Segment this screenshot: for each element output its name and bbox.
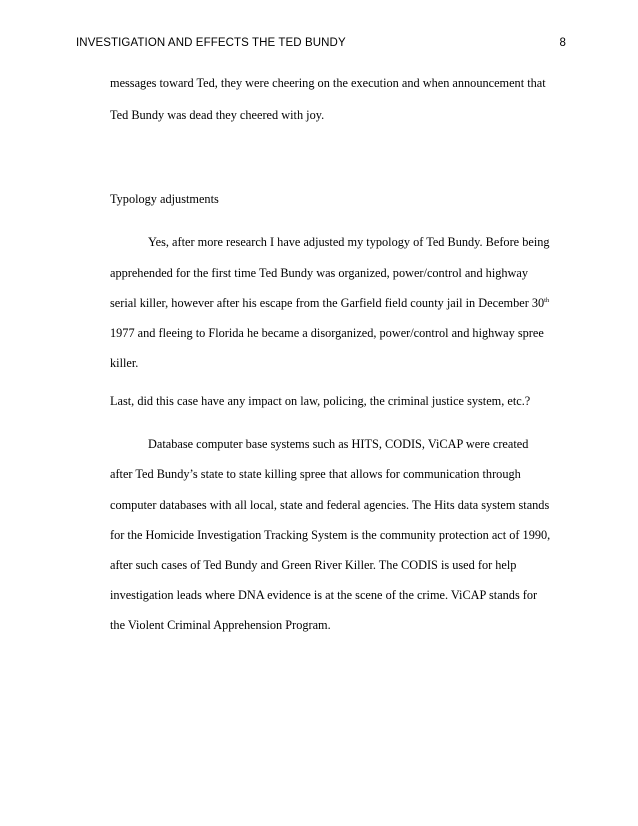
text-line: after such cases of Ted Bundy and Green River Killer. The CODIS is used for help xyxy=(110,558,517,572)
text-line: for the Homicide Investigation Tracking System is the community protection act of 1990, xyxy=(110,528,551,542)
text-line: computer databases with all local, state and federal agencies. The Hits data system stands xyxy=(110,498,550,512)
text-line: the Violent Criminal Apprehension Program. xyxy=(110,618,331,632)
question-text: Last, did this case have any impact on law, policing, the criminal justice system, etc.? xyxy=(110,394,531,408)
page-header xyxy=(76,37,566,55)
ordinal-superscript: th xyxy=(544,296,550,304)
text-line: after Ted Bundy’s state to state killing spree that allows for communication through xyxy=(110,467,521,481)
heading-typology-adjustments: Typology adjustments xyxy=(110,192,219,206)
text-line: messages toward Ted, they were cheering on the execution and when announcement that xyxy=(110,76,546,90)
running-head: INVESTIGATION AND EFFECTS THE TED BUNDY xyxy=(76,37,346,49)
text-line: killer. xyxy=(110,356,139,370)
page-number: 8 xyxy=(559,37,566,49)
text-line: Yes, after more research I have adjusted my typology of Ted Bundy. Before being xyxy=(148,235,550,249)
text-line: apprehended for the first time Ted Bundy was organized, power/control and highway xyxy=(110,266,529,280)
text-line-main: serial killer, however after his escape from the Garfield field county jail in December 30 xyxy=(110,296,545,310)
text-line: investigation leads where DNA evidence is at the scene of the crime. ViCAP stands for xyxy=(110,588,538,602)
text-line xyxy=(110,289,549,317)
text-line: Ted Bundy was dead they cheered with joy. xyxy=(110,108,325,122)
text-line: Database computer base systems such as HITS, CODIS, ViCAP were created xyxy=(148,437,529,451)
text-line: 1977 and fleeing to Florida he became a disorganized, power/control and highway spree xyxy=(110,326,544,340)
